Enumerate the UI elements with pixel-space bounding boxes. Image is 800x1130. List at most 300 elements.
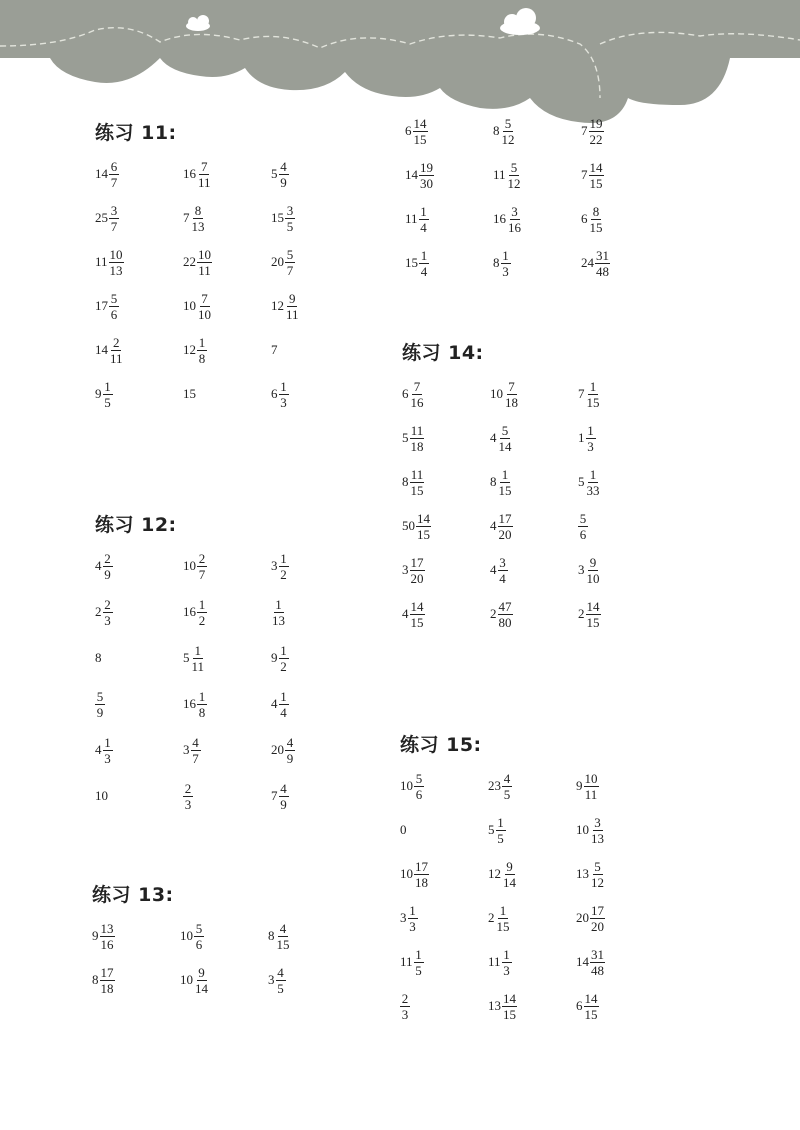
answer-item [400, 943, 488, 981]
numerator: 6 [110, 158, 118, 174]
denominator: 9 [104, 566, 111, 582]
fraction [410, 556, 425, 585]
fraction [400, 992, 410, 1021]
whole-number: 12 [183, 342, 196, 357]
fraction [589, 117, 604, 146]
fraction [276, 922, 291, 951]
whole-number: 11 [405, 211, 418, 226]
fraction [109, 248, 124, 277]
denominator: 3 [587, 438, 594, 454]
answer-item [400, 855, 488, 893]
answer-item [268, 917, 356, 955]
whole-number: 11 [400, 954, 413, 969]
answer-item [578, 419, 666, 457]
whole-number: 5 [488, 822, 495, 837]
whole-number: 12 [271, 298, 284, 313]
whole-number: 13 [488, 998, 501, 1013]
fraction [100, 922, 115, 951]
fraction [586, 556, 601, 585]
denominator: 15 [410, 482, 424, 498]
answer-grid [405, 112, 669, 282]
numerator: 1 [499, 902, 507, 918]
denominator: 3 [184, 796, 192, 812]
fraction [103, 552, 113, 581]
numerator: 17 [100, 964, 114, 980]
fraction [285, 292, 300, 321]
denominator: 7 [192, 750, 199, 766]
fraction [194, 966, 209, 995]
answer-item [400, 811, 488, 849]
denominator: 11 [198, 262, 211, 278]
answer-item [402, 551, 490, 589]
whole-number: 3 [271, 558, 278, 573]
whole-number: 50 [402, 518, 415, 533]
numerator: 1 [198, 334, 206, 350]
numerator: 3 [594, 814, 601, 830]
answer-item [493, 112, 581, 150]
denominator: 15 [503, 1006, 516, 1022]
numerator: 13 [100, 920, 114, 936]
fraction [416, 512, 431, 541]
numerator: 1 [198, 596, 206, 612]
answer-item [402, 463, 490, 501]
numerator: 14 [410, 598, 424, 614]
numerator: 1 [587, 422, 594, 438]
answer-item [271, 375, 359, 413]
whole-number: 9 [271, 650, 278, 665]
numerator: 1 [503, 946, 510, 962]
denominator: 16 [410, 394, 424, 410]
answer-item [271, 199, 359, 237]
whole-number: 5 [402, 430, 409, 445]
answer-item [581, 112, 669, 150]
denominator: 10 [586, 570, 600, 586]
numerator: 4 [503, 770, 511, 786]
denominator: 7 [286, 262, 294, 278]
denominator: 3 [409, 918, 416, 934]
whole-number: 17 [95, 298, 108, 313]
fraction [285, 204, 295, 233]
answer-item [95, 731, 183, 769]
answer-item [180, 961, 268, 999]
denominator: 20 [591, 918, 604, 934]
numerator: 7 [508, 378, 515, 394]
exercise-13 [92, 880, 356, 999]
numerator: 10 [109, 246, 123, 262]
answer-item [92, 961, 180, 999]
denominator: 15 [584, 1006, 598, 1022]
answer-item [490, 595, 578, 633]
numerator: 8 [592, 203, 600, 219]
answer-item [576, 811, 664, 849]
whole-number: 6 [581, 211, 588, 226]
numerator: 1 [409, 902, 416, 918]
numerator: 3 [286, 202, 294, 218]
answer-item [405, 156, 493, 194]
answer-item [402, 507, 490, 545]
denominator: 11 [286, 306, 299, 322]
denominator: 20 [410, 570, 424, 586]
numerator: 5 [195, 920, 203, 936]
denominator: 48 [596, 263, 609, 279]
numerator: 7 [413, 378, 421, 394]
fraction [279, 552, 289, 581]
denominator: 18 [410, 438, 424, 454]
fraction [584, 772, 599, 801]
whole-number: 10 [180, 928, 193, 943]
answer-grid [402, 375, 666, 633]
fraction [197, 248, 212, 277]
fraction [413, 117, 428, 146]
whole-number: 6 [576, 998, 583, 1013]
whole-number: 3 [183, 742, 190, 757]
fraction [590, 904, 605, 933]
fraction [183, 782, 193, 811]
fraction [279, 380, 289, 409]
denominator: 6 [110, 306, 118, 322]
numerator: 1 [194, 642, 202, 658]
denominator: 3 [104, 750, 111, 766]
denominator: 11 [110, 350, 123, 366]
denominator: 80 [498, 614, 512, 630]
whole-number: 20 [576, 910, 589, 925]
numerator: 5 [110, 290, 118, 306]
answer-item [402, 595, 490, 633]
denominator: 11 [584, 786, 598, 802]
fraction [501, 117, 516, 146]
fraction [419, 249, 429, 278]
fraction [279, 644, 289, 673]
numerator: 31 [591, 946, 604, 962]
numerator: 14 [503, 990, 516, 1006]
fraction [103, 380, 113, 409]
numerator: 5 [579, 510, 587, 526]
answer-item [183, 731, 271, 769]
section-title: 练习 12: [95, 514, 177, 536]
whole-number: 3 [400, 910, 407, 925]
whole-number: 3 [402, 562, 409, 577]
whole-number: 4 [490, 430, 497, 445]
numerator: 3 [110, 202, 118, 218]
whole-number: 7 [578, 386, 585, 401]
whole-number: 8 [402, 474, 409, 489]
numerator: 1 [502, 247, 509, 263]
fraction [95, 690, 105, 719]
denominator: 6 [195, 936, 203, 952]
whole-number: 5 [183, 650, 190, 665]
denominator: 13 [591, 830, 604, 846]
answer-item [402, 419, 490, 457]
denominator: 3 [401, 1006, 409, 1022]
fraction [279, 690, 289, 719]
answer-item [578, 595, 666, 633]
fraction [109, 292, 119, 321]
answer-item [268, 961, 356, 999]
answer-item [493, 156, 581, 194]
denominator: 2 [280, 566, 287, 582]
fraction [197, 552, 207, 581]
fraction [109, 204, 119, 233]
denominator: 2 [280, 658, 287, 674]
fraction [502, 992, 517, 1021]
numerator: 10 [198, 246, 211, 262]
answer-item [490, 507, 578, 545]
numerator: 17 [415, 858, 428, 874]
numerator: 1 [589, 466, 597, 482]
answer-item [488, 987, 576, 1025]
answer-item [488, 811, 576, 849]
denominator: 11 [198, 174, 211, 190]
fraction [279, 782, 289, 811]
answer-item [271, 639, 359, 677]
whole-number: 4 [490, 518, 497, 533]
denominator: 13 [109, 262, 123, 278]
answer-item [576, 987, 664, 1025]
section-title: 练习 14: [402, 342, 484, 364]
denominator: 18 [415, 874, 428, 890]
fraction [507, 161, 522, 190]
answer-item [581, 200, 669, 238]
numerator: 4 [280, 158, 287, 174]
numerator: 9 [289, 290, 296, 306]
whole-number: 6 [405, 123, 412, 138]
answer-item [488, 899, 576, 937]
answer-item [95, 547, 183, 585]
denominator: 33 [586, 482, 600, 498]
numerator: 5 [594, 858, 601, 874]
answer-item [493, 244, 581, 282]
fraction [408, 904, 418, 933]
answer-item [95, 243, 183, 281]
fraction [414, 860, 429, 889]
numerator: 11 [410, 422, 424, 438]
numerator: 1 [420, 203, 427, 219]
whole-number: 6 [271, 386, 278, 401]
answer-item [271, 731, 359, 769]
denominator: 7 [198, 566, 206, 582]
exercise-14 [402, 338, 666, 633]
numerator: 3 [511, 203, 518, 219]
denominator: 16 [508, 219, 521, 235]
whole-number: 2 [488, 910, 495, 925]
fraction [197, 598, 207, 627]
whole-number: 20 [271, 254, 284, 269]
denominator: 7 [110, 174, 118, 190]
fraction [584, 992, 599, 1021]
numerator: 5 [286, 246, 294, 262]
answer-item [183, 685, 271, 723]
denominator: 15 [498, 482, 512, 498]
answer-item [95, 331, 183, 369]
whole-number: 3 [268, 972, 275, 987]
answer-item [183, 199, 271, 237]
denominator: 18 [100, 980, 114, 996]
decorative-cloud-banner [0, 0, 800, 130]
numerator: 5 [96, 688, 104, 704]
answer-item [402, 375, 490, 413]
denominator: 15 [276, 936, 290, 952]
numerator: 2 [113, 334, 120, 350]
fraction [590, 816, 605, 845]
numerator: 1 [420, 247, 428, 263]
whole-number: 20 [271, 742, 284, 757]
whole-number: 8 [493, 255, 500, 270]
fraction [586, 600, 601, 629]
answer-grid [92, 917, 356, 999]
answer-item [95, 199, 183, 237]
whole-number: 8 [92, 972, 99, 987]
answer-item [488, 943, 576, 981]
numerator: 5 [510, 159, 518, 175]
fraction [191, 644, 206, 673]
whole-number: 7 [271, 788, 278, 803]
denominator: 5 [497, 830, 504, 846]
fraction [590, 948, 605, 977]
denominator: 9 [280, 174, 287, 190]
whole-number: 8 [490, 474, 497, 489]
answer-item [183, 593, 271, 631]
whole-number: 4 [402, 606, 409, 621]
whole-number: 23 [488, 778, 501, 793]
denominator: 15 [410, 614, 424, 630]
denominator: 18 [505, 394, 518, 410]
denominator: 6 [579, 526, 587, 542]
numerator: 2 [104, 550, 111, 566]
denominator: 5 [277, 980, 284, 996]
denominator: 15 [589, 219, 603, 235]
fraction [414, 948, 424, 977]
exercise-11 [95, 118, 359, 413]
denominator: 5 [415, 962, 422, 978]
fraction [419, 161, 434, 190]
exercise-13-continued [405, 112, 669, 282]
numerator: 1 [198, 688, 206, 704]
denominator: 15 [589, 175, 603, 191]
answer-item [400, 899, 488, 937]
numerator: 4 [279, 920, 287, 936]
answer-item [490, 375, 578, 413]
whole-number: 12 [488, 866, 501, 881]
fraction [410, 424, 425, 453]
answer-item [180, 917, 268, 955]
answer-item [183, 155, 271, 193]
fraction [410, 600, 425, 629]
whole-number: 10 [95, 788, 108, 803]
numerator: 9 [198, 964, 205, 980]
denominator: 9 [286, 750, 294, 766]
numerator: 1 [280, 550, 287, 566]
numerator: 1 [104, 734, 111, 750]
denominator: 11 [191, 658, 205, 674]
fraction [589, 161, 604, 190]
fraction [498, 512, 513, 541]
whole-number: 7 [581, 123, 588, 138]
whole-number: 8 [268, 928, 275, 943]
fraction [586, 380, 601, 409]
answer-item [95, 639, 183, 677]
whole-number: 24 [581, 255, 594, 270]
denominator: 14 [503, 874, 516, 890]
answer-item [183, 639, 271, 677]
numerator: 2 [104, 596, 111, 612]
answer-item [271, 547, 359, 585]
whole-number: 14 [95, 342, 108, 357]
whole-number: 14 [95, 166, 108, 181]
fraction [194, 922, 204, 951]
fraction [191, 204, 206, 233]
whole-number: 5 [578, 474, 585, 489]
whole-number: 25 [95, 210, 108, 225]
denominator: 13 [191, 218, 205, 234]
answer-item [576, 899, 664, 937]
answer-item [183, 375, 271, 413]
numerator: 1 [280, 642, 287, 658]
denominator: 7 [110, 218, 118, 234]
section-title: 练习 13: [92, 884, 174, 906]
answer-item [578, 463, 666, 501]
numerator: 9 [506, 858, 513, 874]
answer-item [271, 287, 359, 325]
numerator: 5 [415, 770, 423, 786]
fraction [279, 160, 289, 189]
numerator: 1 [280, 378, 287, 394]
denominator: 3 [502, 263, 509, 279]
denominator: 20 [498, 526, 512, 542]
answer-item [576, 943, 664, 981]
whole-number: 1 [578, 430, 585, 445]
denominator: 5 [104, 394, 111, 410]
whole-number: 14 [405, 167, 418, 182]
denominator: 4 [420, 219, 427, 235]
whole-number: 10 [183, 558, 196, 573]
fraction [498, 556, 508, 585]
numerator: 4 [286, 734, 294, 750]
numerator: 8 [194, 202, 202, 218]
whole-number: 8 [95, 650, 102, 665]
numerator: 1 [280, 688, 287, 704]
denominator: 4 [280, 704, 287, 720]
whole-number: 4 [95, 742, 102, 757]
answer-item [493, 200, 581, 238]
fraction [498, 468, 513, 497]
numerator: 14 [589, 159, 603, 175]
section-title: 练习 11: [95, 122, 177, 144]
denominator: 14 [195, 980, 208, 996]
denominator: 22 [589, 131, 603, 147]
whole-number: 7 [183, 210, 190, 225]
fraction [419, 205, 429, 234]
denominator: 15 [586, 614, 600, 630]
answer-item [405, 244, 493, 282]
fraction [197, 690, 207, 719]
denominator: 10 [198, 306, 211, 322]
fraction [197, 292, 212, 321]
denominator: 15 [586, 394, 600, 410]
denominator: 4 [499, 570, 506, 586]
numerator: 1 [104, 378, 111, 394]
numerator: 1 [501, 466, 509, 482]
numerator: 4 [192, 734, 199, 750]
whole-number: 2 [578, 606, 585, 621]
whole-number: 2 [490, 606, 497, 621]
answer-item [95, 155, 183, 193]
denominator: 30 [420, 175, 433, 191]
fraction [496, 904, 511, 933]
numerator: 19 [589, 115, 603, 131]
answer-item [490, 551, 578, 589]
answer-item [400, 767, 488, 805]
fraction [504, 380, 519, 409]
